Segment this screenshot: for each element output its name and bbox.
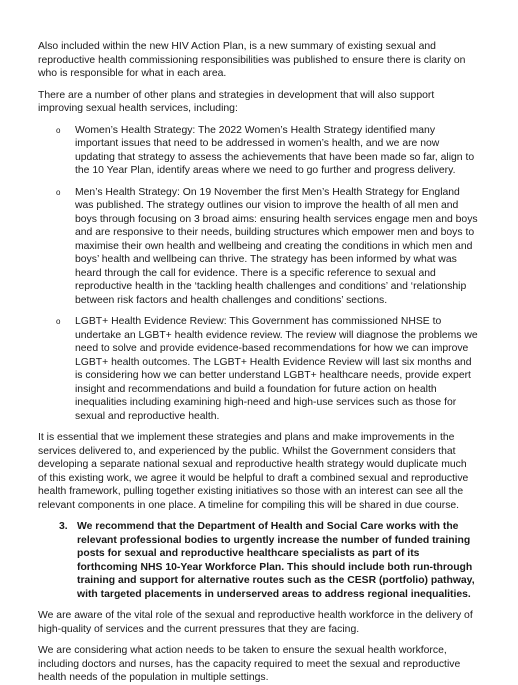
list-item-lgbt-health-review <box>56 315 478 423</box>
recommendation-number: 3. <box>59 521 68 532</box>
recommendation-text: We recommend that the Department of Health and Social Care works with the relevant professional bodies to urgently increase the number of funded training posts for sexual and reproductive healthcare specialists as part of its forthcoming NHS 10-Year Workforce Plan. This should include both run-through training and support for alternative routes such as the CESR (portfolio) pathway, with targeted placements in underserved areas to address regional inequalities. <box>77 521 475 600</box>
bullet-marker: o <box>56 187 61 197</box>
recommendation-3 <box>38 520 478 601</box>
paragraph-hiv-action-plan: Also included within the new HIV Action Plan, is a new summary of existing sexual and reproductive health commissioning responsibilities was published to ensure there is clarity on who is responsible for what in each area. <box>38 41 466 79</box>
list-item-womens-health-strategy <box>56 124 478 178</box>
paragraph-workforce-role: We are aware of the vital role of the sexual and reproductive health workforce in the delivery of high-quality of services and the current pressures that they are facing. <box>38 610 473 635</box>
paragraph-workforce-capacity: We are considering what action needs to be taken to ensure the sexual health workforce, including doctors and nurses, has the capacity required to meet the sexual and reproductive health needs of the population in multiple settings. <box>38 645 461 683</box>
strategies-list <box>38 124 478 424</box>
list-item-mens-health-strategy <box>56 186 478 308</box>
bullet-marker: o <box>56 125 61 135</box>
bullet-marker: o <box>56 317 61 326</box>
paragraph-other-plans-intro: There are a number of other plans and strategies in development that will also support improving sexual health services, including: <box>38 89 435 114</box>
list-item-text: Women’s Health Strategy: The 2022 Women’s Health Strategy identified many important issues that need to be addressed in women’s health, and we are now updating that strategy to assess the achievements that have been made so far, align to the 10 Year Plan, identify areas where we need to go further and progress delivery. <box>75 124 475 176</box>
list-item-text: Men’s Health Strategy: On 19 November the first Men’s Health Strategy for England was published. The strategy outlines our vision to improve the health of all men and boys through focusing on 3 broad aims: ensuring health services engage men and boys and are responsive to their needs, building structures which empower men and boys to maximise their own health and wellbeing and creating the conditions in which men and boys’ health and wellbeing can thrive. The strategy has been informed by what was heard through the call for evidence. There is a specific reference to sexual and reproductive health in the ‘tackling health challenges and conditions’ and ‘relationship between risk factors and health challenges and conditions’ sections. <box>75 186 478 306</box>
list-item-text: LGBT+ Health Evidence Review: This Government has commissioned NHSE to undertake an LGBT+ health evidence review. The review will diagnose the problems we need to solve and provide evidence-based recommendations for how we can improve LGBT+ health outcomes. The LGBT+ Health Evidence Review will last six months and is considering how we can better understand LGBT+ healthcare needs, provide expert insight and recommendations and build a foundation for future action on health inequalities including examining high-need and high-use services such as those for sexual and reproductive health. <box>75 316 478 422</box>
paragraph-framework: It is essential that we implement these strategies and plans and make improvements in the services delivered to, and experienced by the public. Whilst the Government considers that developing a separate national sexual and reproductive health strategy would duplicate much of this existing work, we agree it would be helpful to draft a combined sexual and reproductive health framework, pulling together existing initiatives so those with an interest can see all the relevant components in one place. A timeline for compiling this will be shared in due course. <box>38 432 469 511</box>
